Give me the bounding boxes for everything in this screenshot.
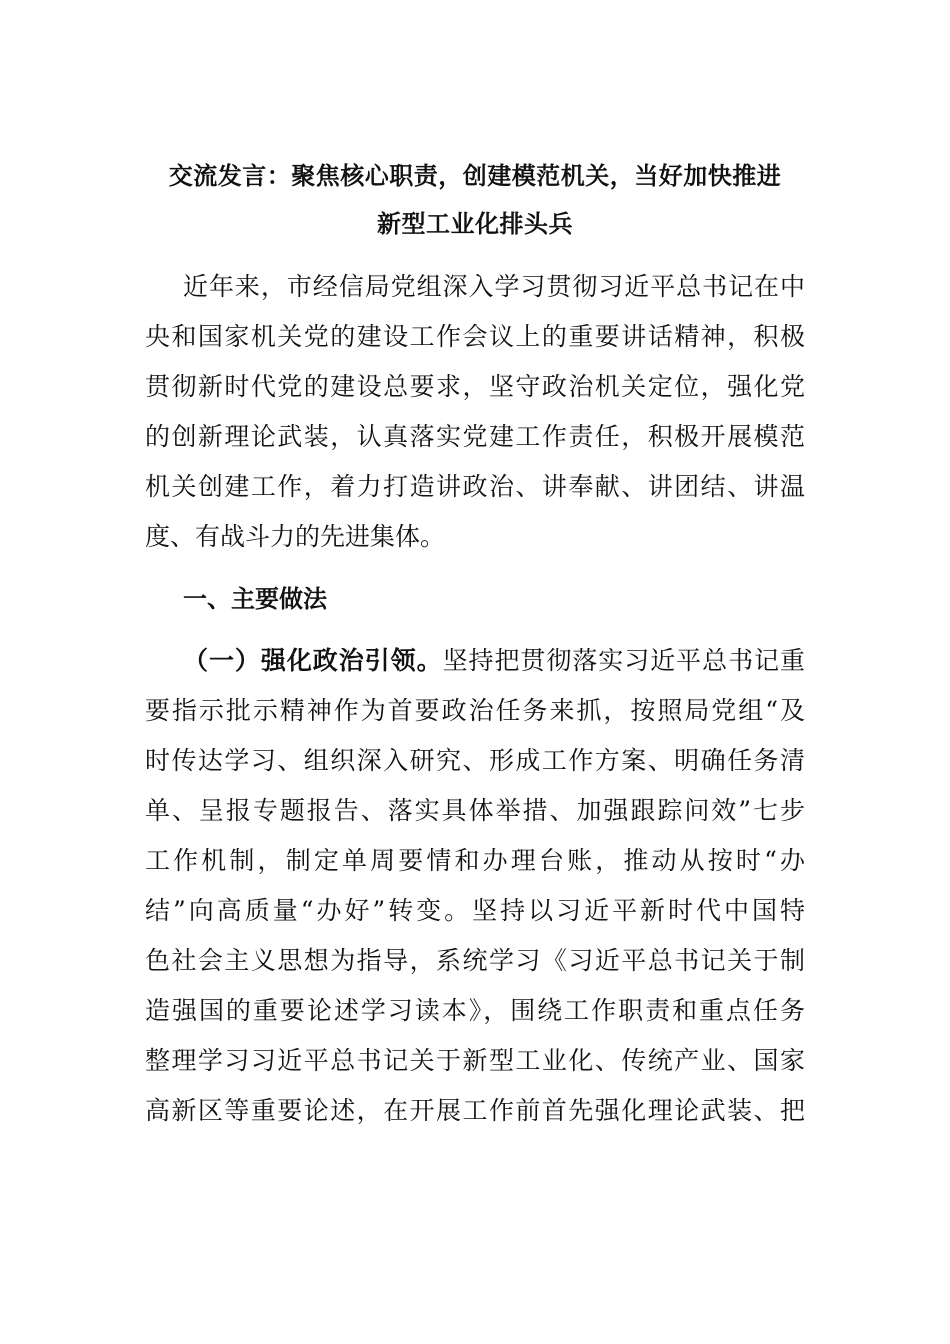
- intro-line: 贯彻新时代党的建设总要求，坚守政治机关定位，强化党: [145, 372, 805, 401]
- subsection-1-first-line-text: 坚持把贯彻落实习近平总书记重: [442, 646, 805, 675]
- intro-line: 近年来，市经信局党组深入学习贯彻习近平总书记在中: [183, 272, 805, 301]
- subsection-1-label: （一）强化政治引领。: [183, 646, 443, 675]
- subsection-1-line: 整理学习习近平总书记关于新型工业化、传统产业、国家: [145, 1046, 805, 1075]
- subsection-1-line: 色社会主义思想为指导，系统学习《习近平总书记关于制: [145, 946, 805, 975]
- document-title-line-1: 交流发言：聚焦核心职责，创建模范机关，当好加快推进: [168, 162, 782, 190]
- subsection-1-line: 要指示批示精神作为首要政治任务来抓，按照局党组“及: [145, 696, 805, 725]
- subsection-1-line: 工作机制，制定单周要情和办理台账，推动从按时“办: [145, 846, 805, 875]
- subsection-1-line: 单、呈报专题报告、落实具体举措、加强跟踪问效”七步: [145, 796, 805, 825]
- subsection-1-line: 结”向高质量“办好”转变。坚持以习近平新时代中国特: [145, 896, 805, 925]
- intro-line: 央和国家机关党的建设工作会议上的重要讲话精神，积极: [145, 322, 805, 351]
- subsection-1-line: 时传达学习、组织深入研究、形成工作方案、明确任务清: [145, 746, 805, 775]
- subsection-1-line: 高新区等重要论述，在开展工作前首先强化理论武装、把: [145, 1096, 805, 1125]
- intro-line: 度、有战斗力的先进集体。: [145, 522, 446, 551]
- subsection-1-paragraph: [145, 636, 805, 1136]
- intro-paragraph: [145, 262, 805, 562]
- section-heading-main-practices: 一、主要做法: [183, 585, 327, 613]
- intro-line: 的创新理论武装，认真落实党建工作责任，积极开展模范: [145, 422, 805, 451]
- document-title-line-2: 新型工业化排头兵: [377, 210, 573, 238]
- subsection-1-first-line: [145, 636, 805, 686]
- subsection-1-line: 造强国的重要论述学习读本》，围绕工作职责和重点任务: [145, 996, 805, 1025]
- intro-line: 机关创建工作，着力打造讲政治、讲奉献、讲团结、讲温: [145, 472, 805, 501]
